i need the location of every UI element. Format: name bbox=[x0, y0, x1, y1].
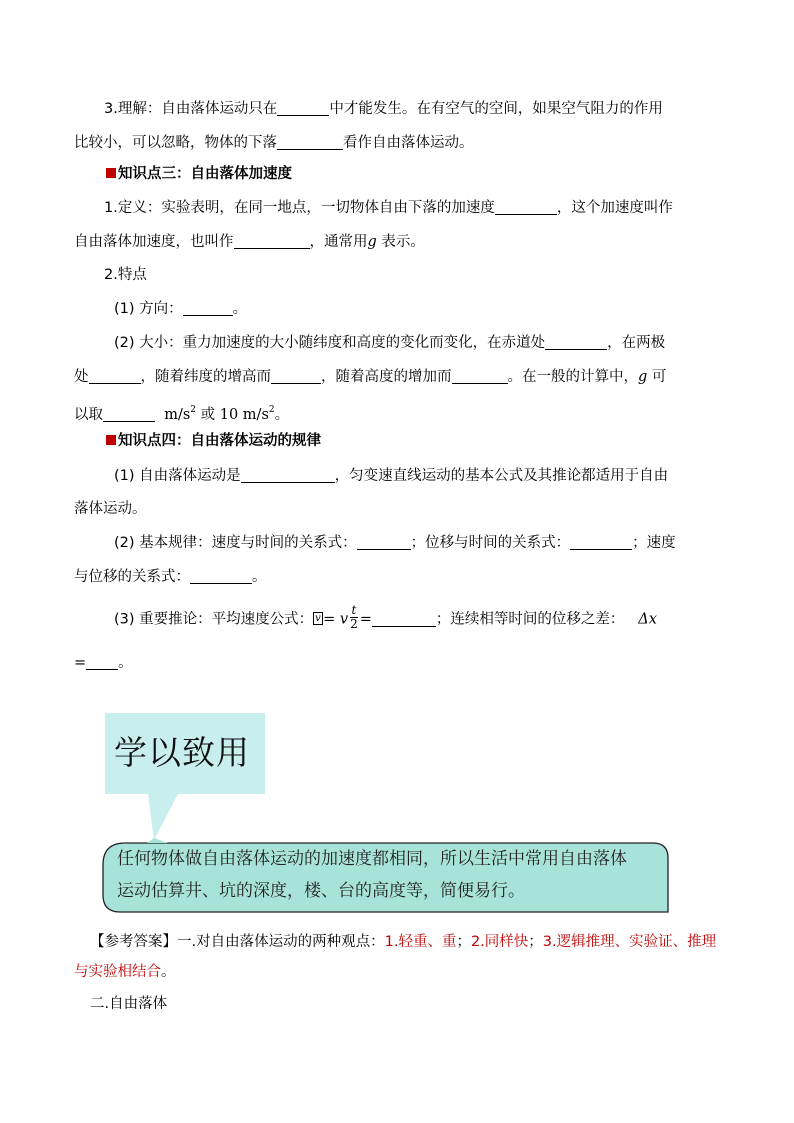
kp4-point3-line-2: = 。 bbox=[74, 655, 133, 671]
kp4-point1-line-2: 落体运动。 bbox=[74, 501, 147, 517]
kp3-direction: (1) 方向： 。 bbox=[114, 301, 248, 317]
kp4-heading: 知识点四：自由落体运动的规律 bbox=[106, 431, 321, 451]
callout-title: 学以致用 bbox=[114, 733, 250, 772]
kp3-size-line-3: 以取 $m/s^2$ 或 10 $m/s^2$。 bbox=[74, 405, 290, 423]
callout-tip-line-1: 任何物体做自由落体运动的加速度都相同，所以生活中常用自由落体 bbox=[117, 849, 627, 869]
answers-line-1: 【参考答案】一.对自由落体运动的两种观点：1.轻重、重；2.同样快；3.逻辑推理、实验证、推理 bbox=[90, 934, 717, 950]
kp4-point2-line-2: 与位移的关系式： 。 bbox=[74, 569, 267, 585]
kp3-heading: 知识点三：自由落体加速度 bbox=[106, 164, 292, 184]
understanding-line-1: 3.理解：自由落体运动只在 中才能发生。在有空气的空间，如果空气阻力的作用 bbox=[104, 101, 663, 117]
kp3-definition-line-1: 1.定义：实验表明，在同一地点，一切物体自由下落的加速度 ，这个加速度叫作 bbox=[104, 200, 673, 216]
answers-line-2: 与实验相结合。 bbox=[74, 964, 176, 980]
kp4-point2-line-1: (2) 基本规律：速度与时间的关系式： ；位移与时间的关系式： ；速度 bbox=[114, 535, 676, 551]
kp3-definition-line-2: 自由落体加速度，也叫作 ，通常用g 表示。 bbox=[74, 234, 425, 250]
kp4-point3-line-1: (3) 重要推论：平均速度公式：v = v $\frac{t}{2}$ = ；连续相等时间的位移之差： Δx bbox=[114, 606, 657, 633]
callout-tip-line-2: 运动估算井、坑的深度，楼、台的高度等，简便易行。 bbox=[117, 881, 525, 901]
understanding-line-2: 比较小，可以忽略，物体的下落 看作自由落体运动。 bbox=[74, 135, 474, 151]
fraction-t-over-2: $\frac{t}{2}$ bbox=[350, 603, 358, 631]
kp3-size-line-2: 处 ，随着纬度的增高而 ，随着高度的增加而 。在一般的计算中，g 可 bbox=[74, 369, 667, 385]
kp4-point1-line-1: (1) 自由落体运动是 ，匀变速直线运动的基本公式及其推论都适用于自由 bbox=[114, 468, 669, 484]
kp3-size-line-1: (2) 大小：重力加速度的大小随纬度和高度的变化而变化，在赤道处 ，在两极 bbox=[114, 335, 666, 351]
kp3-feature-heading: 2.特点 bbox=[104, 267, 147, 283]
answers-section-2: 二.自由落体 bbox=[90, 996, 168, 1012]
